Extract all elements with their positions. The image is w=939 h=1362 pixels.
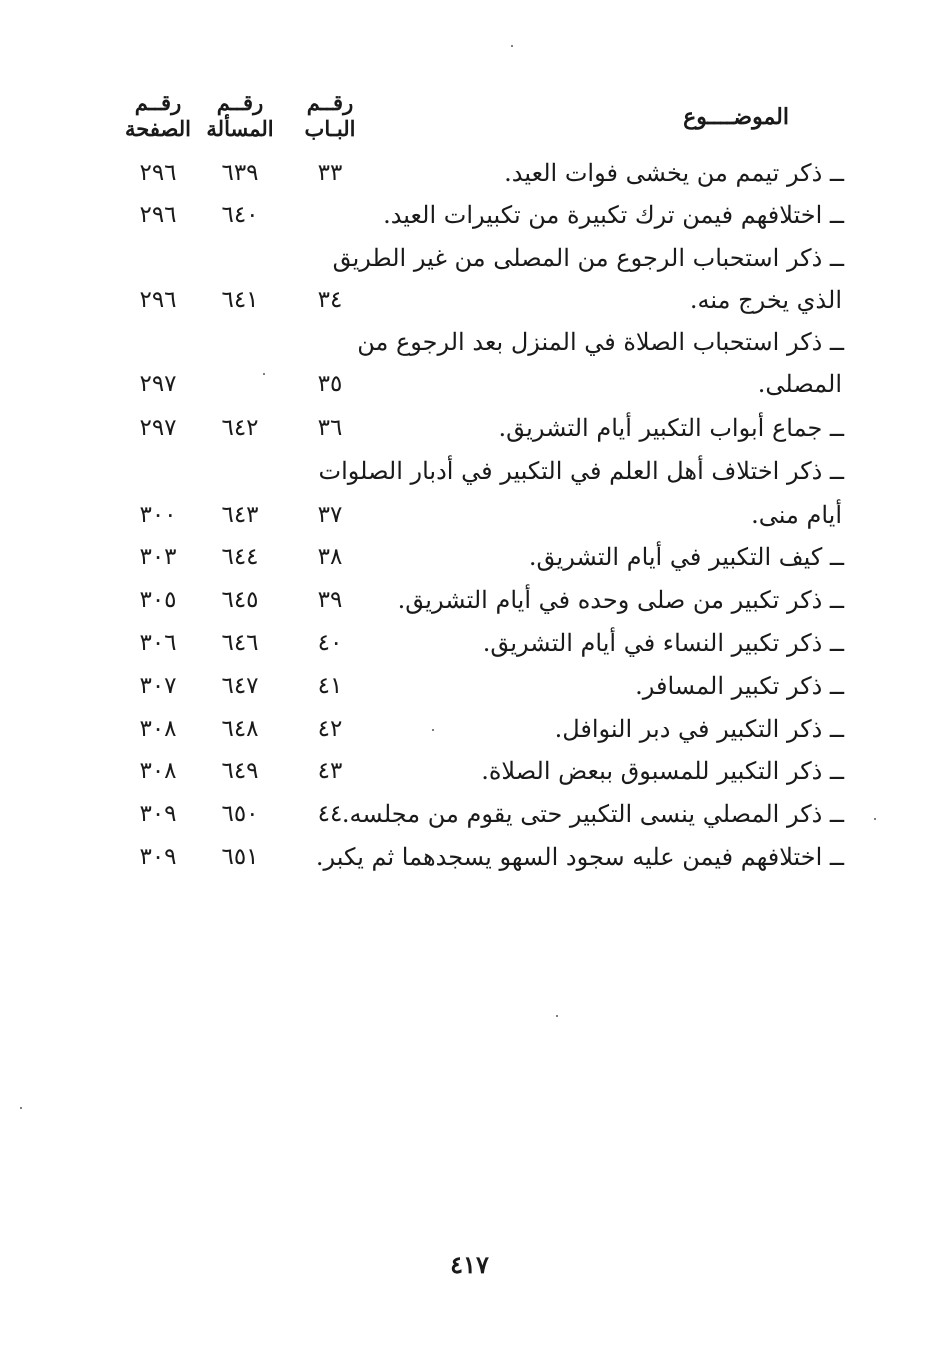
page-number: ٢٩٦ xyxy=(139,160,177,186)
chapter-number: ٤٠ xyxy=(317,630,343,656)
page-number: ٣٠٥ xyxy=(139,587,177,613)
chapter-number: ٣٦ xyxy=(317,415,343,441)
scan-speck xyxy=(556,1015,558,1017)
index-topic: ــ ذكر تكبير النساء في أيام التشريق. xyxy=(482,629,844,657)
chapter-number: ٣٥ xyxy=(317,371,343,397)
chapter-number: ٣٧ xyxy=(317,502,343,528)
scan-speck xyxy=(20,1107,22,1109)
issue-number: ٦٤٦ xyxy=(221,630,259,656)
scan-speck xyxy=(511,45,513,47)
index-topic: ــ ذكر تكبير المسافر. xyxy=(635,672,844,700)
header-chapter-number xyxy=(290,90,370,142)
index-topic-continuation: المصلى. xyxy=(757,370,842,398)
page-number: ٢٩٦ xyxy=(139,202,177,228)
issue-number: ٦٥٠ xyxy=(221,801,259,827)
header-subject: الموضــــوع xyxy=(683,104,789,130)
scan-speck xyxy=(432,729,434,731)
page-number: ٣٠٧ xyxy=(139,673,177,699)
issue-number: ٦٤٨ xyxy=(221,716,259,742)
page-number: ٣٠٨ xyxy=(139,758,177,784)
index-topic-continuation: أيام منى. xyxy=(751,501,842,529)
chapter-number: ٣٩ xyxy=(317,587,343,613)
index-topic: ــ اختلافهم فيمن عليه سجود السهو يسجدهما ثم يكبر. xyxy=(315,843,844,871)
chapter-number: ٣٤ xyxy=(317,287,343,313)
header-issue-line2: المسألة xyxy=(206,116,274,141)
issue-number: ٦٤٢ xyxy=(221,415,259,441)
page-number: ٣٠٨ xyxy=(139,716,177,742)
page-number: ٢٩٧ xyxy=(139,371,177,397)
index-topic: ــ ذكر التكبير للمسبوق ببعض الصلاة. xyxy=(481,757,844,785)
chapter-number: ٣٨ xyxy=(317,544,343,570)
chapter-number: ٣٣ xyxy=(317,160,343,186)
issue-number: ٦٤٠ xyxy=(221,202,259,228)
index-topic: ــ ذكر تكبير من صلى وحده في أيام التشريق. xyxy=(397,586,844,614)
index-topic: ــ ذكر استحباب الصلاة في المنزل بعد الرجوع من xyxy=(357,328,844,356)
issue-number: ٦٥١ xyxy=(221,844,259,870)
page-folio-number: ٤١٧ xyxy=(450,1250,489,1279)
index-topic: ــ ذكر التكبير في دبر النوافل. xyxy=(554,715,844,743)
chapter-number: ٤٣ xyxy=(317,758,343,784)
chapter-number: ٤١ xyxy=(317,673,343,699)
page-number: ٢٩٦ xyxy=(139,287,177,313)
index-topic: ــ ذكر اختلاف أهل العلم في التكبير في أدبار الصلوات xyxy=(318,457,844,485)
page-number: ٣٠٠ xyxy=(139,502,177,528)
page-number: ٣٠٣ xyxy=(139,544,177,570)
index-topic-continuation: الذي يخرج منه. xyxy=(689,286,842,314)
issue-number: ٦٤٣ xyxy=(221,502,259,528)
header-chapter-line2: البـاب xyxy=(304,116,356,141)
header-chapter-line1: رقــم xyxy=(306,90,354,115)
page-number: ٣٠٩ xyxy=(139,801,177,827)
header-page-line2: الصفحة xyxy=(125,116,191,141)
index-topic: ــ اختلافهم فيمن ترك تكبيرة من تكبيرات العيد. xyxy=(383,201,844,229)
page-number: ٢٩٧ xyxy=(139,415,177,441)
issue-number: ٦٤٥ xyxy=(221,587,259,613)
index-topic: ــ ذكر المصلي ينسى التكبير حتى يقوم من مجلسه. xyxy=(341,800,844,828)
scan-speck xyxy=(874,818,876,820)
index-topic: ــ ذكر تيمم من يخشى فوات العيد. xyxy=(504,159,844,187)
issue-number: ٦٤٩ xyxy=(221,758,259,784)
header-issue-line1: رقــم xyxy=(216,90,264,115)
index-topic: ــ ذكر استحباب الرجوع من المصلى من غير الطريق xyxy=(332,244,844,272)
page-number: ٣٠٩ xyxy=(139,844,177,870)
index-topic: ــ جماع أبواب التكبير أيام التشريق. xyxy=(498,414,844,442)
issue-number: ٦٣٩ xyxy=(221,160,259,186)
header-page-number xyxy=(118,90,198,142)
issue-number: ٦٤٧ xyxy=(221,673,259,699)
issue-number: ٦٤١ xyxy=(221,287,259,313)
page-number: ٣٠٦ xyxy=(139,630,177,656)
header-issue-number xyxy=(200,90,280,142)
chapter-number: ٤٤ xyxy=(317,801,343,827)
issue-number: ٦٤٤ xyxy=(221,544,259,570)
chapter-number: ٤٢ xyxy=(317,716,343,742)
scan-speck xyxy=(263,373,265,375)
header-page-line1: رقــم xyxy=(134,90,182,115)
index-topic: ــ كيف التكبير في أيام التشريق. xyxy=(528,543,844,571)
